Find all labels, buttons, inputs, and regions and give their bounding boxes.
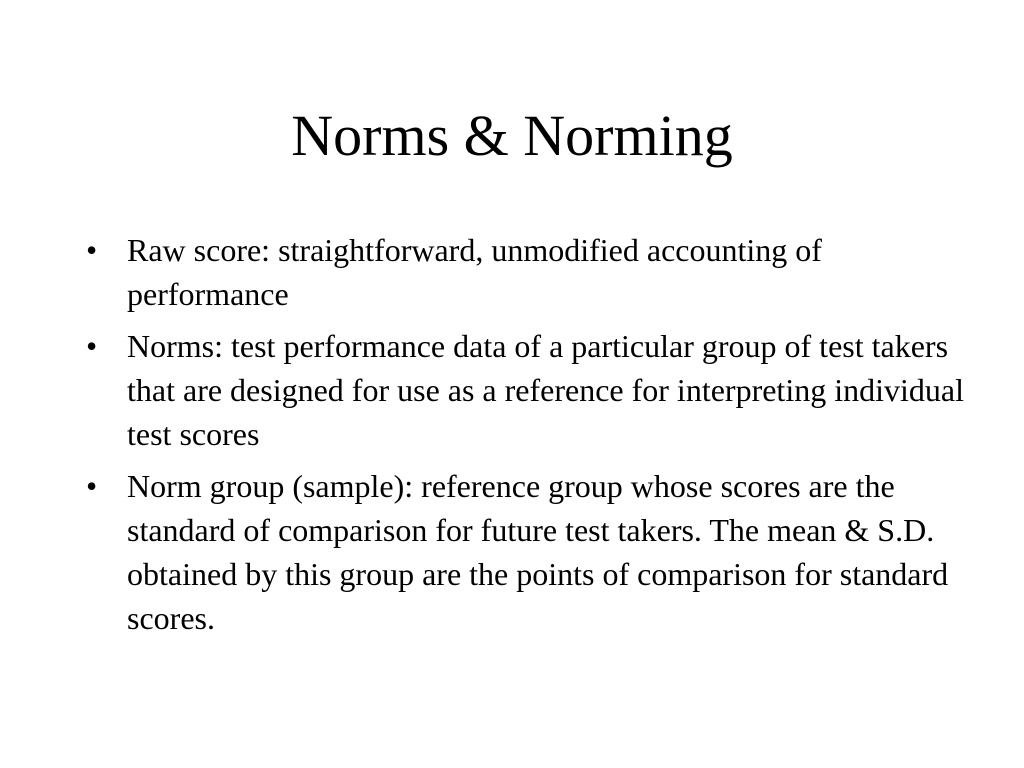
bullet-text: Raw score: straightforward, unmodified accounting of performance bbox=[127, 232, 822, 312]
bullet-text: Norms: test performance data of a particular group of test takers that are designed for use as a reference for interpreting individual test scores bbox=[127, 328, 964, 452]
bullet-item-norms bbox=[86, 324, 966, 456]
bullet-text: Norm group (sample): reference group whose scores are the standard of comparison for future test takers. The mean & S.D. obtained by this group are the points of comparison for standard scores. bbox=[127, 468, 949, 636]
bullet-list bbox=[86, 228, 966, 648]
bullet-icon: • bbox=[86, 232, 98, 268]
slide-title: Norms & Norming bbox=[291, 103, 733, 168]
bullet-icon: • bbox=[86, 328, 98, 364]
bullet-item-raw-score bbox=[86, 228, 966, 316]
bullet-item-norm-group bbox=[86, 464, 966, 640]
bullet-icon: • bbox=[86, 468, 98, 504]
